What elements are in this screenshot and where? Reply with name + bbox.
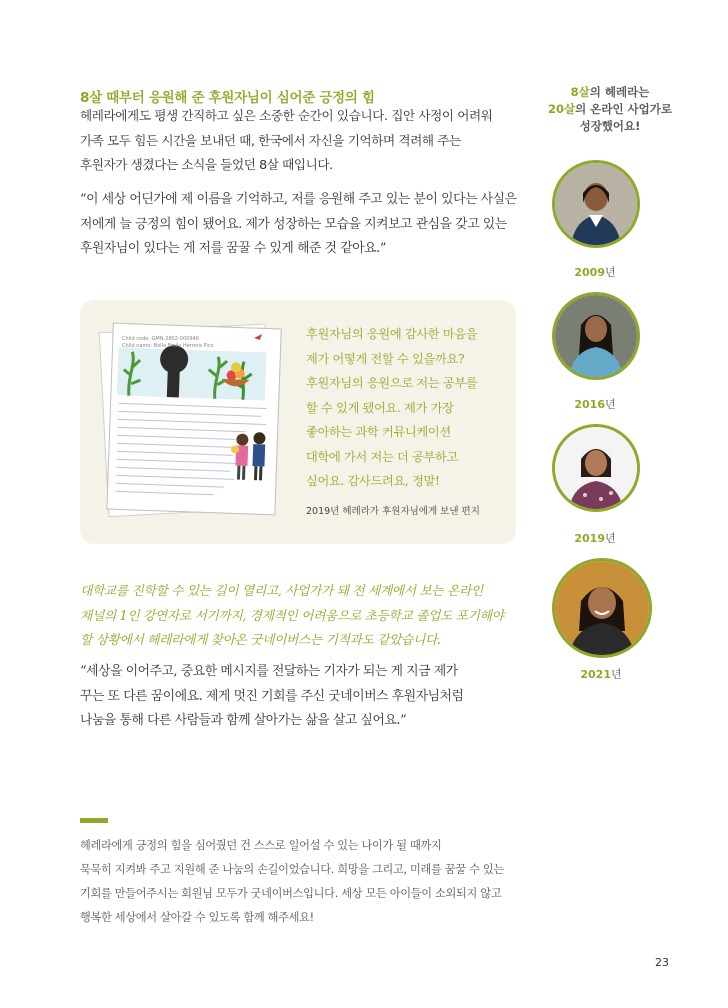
quote-line: “세상을 이어주고, 중요한 메시지를 전달하는 기자가 되는 게 지금 제가 — [80, 664, 458, 679]
letter-child-code: Child code: GMN-2802-000946 — [122, 336, 199, 342]
letter-line: 제가 어떻게 전할 수 있을까요? — [306, 351, 465, 366]
intro-line: 헤레라에게도 평생 간직하고 싶은 소중한 순간이 있습니다. 집안 사정이 어려워 — [80, 108, 493, 123]
photo-2009 — [552, 160, 640, 248]
caption-text: 성장했어요! — [579, 119, 641, 133]
letter-line: 후원자님의 응원에 감사한 마음을 — [306, 327, 478, 341]
year-value: 2019 — [574, 532, 605, 545]
letter-line: 싶어요. 감사드려요, 정말! — [306, 474, 440, 488]
closing-line: 행복한 세상에서 살아갈 수 있도록 함께 해주세요! — [80, 911, 314, 924]
story-line: 할 상황에서 헤레라에게 찾아온 굿네이버스는 기적과도 같았습니다. — [80, 633, 441, 648]
letter-translation — [306, 322, 477, 494]
closing-line: 묵묵히 지켜봐 주고 지원해 준 나눔의 손길이었습니다. 희망을 그리고, 미래를 꿈꿀 수 있는 — [80, 863, 504, 876]
intro-line: 후원자가 생겼다는 소식을 들었던 8살 때입니다. — [80, 157, 333, 172]
intro-line: 가족 모두 힘든 시간을 보내던 때, 한국에서 자신을 기억하며 격려해 주는 — [80, 132, 461, 148]
year-value: 2009 — [574, 266, 605, 279]
photo-2021 — [552, 558, 652, 658]
year-value: 2016 — [574, 398, 605, 411]
section-divider — [80, 818, 108, 823]
letter-child-name: Child name: Bella Emily Herrera Pico — [122, 343, 214, 349]
closing-line: 기회를 만들어주시는 회원님 모두가 굿네이버스입니다. 세상 모든 아이들이 소외되지 않고 — [80, 887, 502, 900]
quote-line: 꾸는 또 다른 꿈이에요. 제게 멋진 기회를 주신 굿네이버스 후원자님처럼 — [80, 688, 464, 704]
letter-line: 대학에 가서 저는 더 공부하고 — [306, 449, 458, 464]
photo-2019 — [552, 424, 640, 512]
age-highlight: 20살 — [547, 102, 576, 116]
year-label — [550, 396, 640, 412]
photo-2016 — [552, 292, 640, 380]
section-heading: 8살 때부터 응원해 준 후원자님이 심어준 긍정의 힘 — [80, 90, 375, 106]
quote-line: “이 세상 어딘가에 제 이름을 기억하고, 저를 응원해 주고 있는 분이 있다는 사실은 — [80, 192, 517, 207]
age-highlight: 8살 — [570, 85, 590, 99]
story-paragraph — [80, 580, 504, 654]
year-label — [550, 530, 640, 546]
closing-line: 헤레라에게 긍정의 힘을 심어줬던 건 스스로 일어설 수 있는 나이가 될 때까지 — [80, 839, 442, 852]
side-caption — [535, 84, 685, 135]
caption-text: 의 헤레라는 — [589, 85, 650, 99]
intro-paragraph — [80, 104, 493, 178]
story-line: 대학교를 진학할 수 있는 길이 열리고, 사업가가 돼 전 세계에서 보는 온라인 — [80, 584, 483, 599]
year-unit: 년 — [604, 398, 616, 411]
year-label — [556, 666, 646, 682]
year-value: 2021 — [580, 668, 611, 681]
herrera-quote-2 — [80, 660, 464, 734]
quote-line: 나눔을 통해 다른 사람들과 함께 살아가는 삶을 살고 싶어요.” — [80, 713, 407, 728]
closing-paragraph — [80, 834, 504, 930]
quote-line: 저에게 늘 긍정의 힘이 됐어요. 제가 성장하는 모습을 지켜보고 관심을 갖고 있는 — [80, 216, 507, 232]
letter-line: 할 수 있게 됐어요. 제가 가장 — [306, 400, 454, 415]
letter-line: 좋아하는 과학 커뮤니케이션 — [306, 425, 451, 439]
year-label — [550, 264, 640, 280]
year-unit: 년 — [604, 532, 616, 545]
letter-line: 후원자님의 응원으로 저는 공부를 — [306, 376, 478, 390]
year-unit: 년 — [610, 668, 622, 681]
page-number: 23 — [655, 956, 669, 969]
year-unit: 년 — [604, 266, 616, 279]
caption-text: 의 온라인 사업가로 — [575, 102, 672, 116]
letter-caption: 2019년 헤레라가 후원자님에게 보낸 편지 — [306, 506, 480, 517]
letter-image — [96, 318, 292, 524]
quote-line: 후원자님이 있다는 게 저를 꿈꿀 수 있게 해준 것 같아요.” — [80, 241, 386, 256]
herrera-quote-1 — [80, 188, 517, 262]
story-line: 채널의 1인 강연자로 서기까지, 경제적인 어려움으로 초등학교 졸업도 포기해야 — [80, 608, 504, 624]
